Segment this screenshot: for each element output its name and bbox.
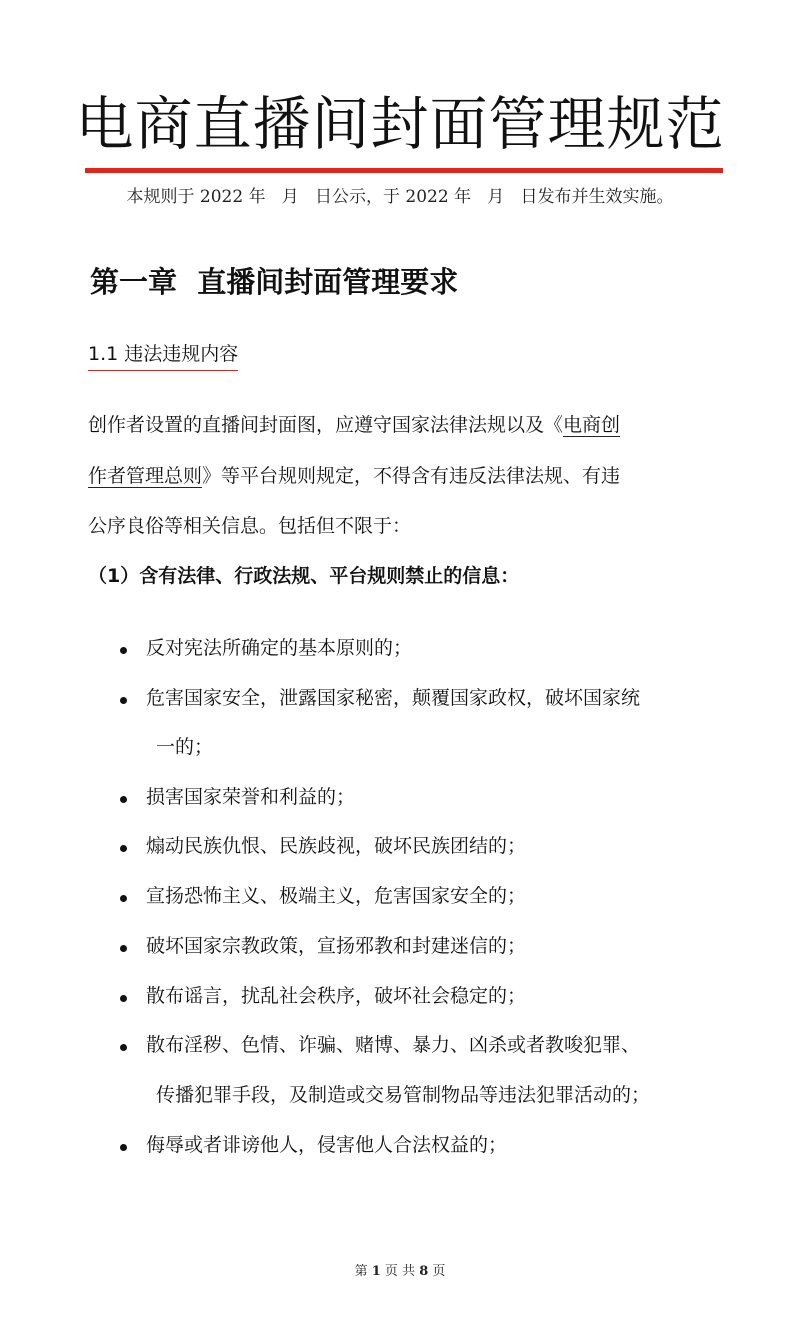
section-heading: 1.1 违法违规内容 [88,339,238,371]
list-item-text: 宣扬恐怖主义、极端主义，危害国家安全的； [146,885,527,907]
bullet-icon [120,995,127,1002]
footer-suffix: 页 [432,1264,446,1279]
bullet-icon [120,945,127,952]
bullet-icon [120,895,127,902]
list-item-text: 破坏国家宗教政策，宣扬邪教和封建迷信的； [146,935,527,957]
intro-line-1 [88,410,718,440]
list-item-text: 反对宪法所确定的基本原则的； [146,637,413,659]
list-item-text: 损害国家荣誉和利益的； [146,786,356,808]
list-item-text: 传播犯罪手段，及制造或交易管制物品等违法犯罪活动的； [156,1084,651,1106]
list-item-text: 散布淫秽、色情、诈骗、赌博、暴力、凶杀或者教唆犯罪、 [146,1034,641,1056]
page-footer [0,1262,800,1282]
footer-prefix: 第 [354,1264,368,1279]
current-page-number: 1 [371,1264,381,1279]
general-rules-link-cont[interactable]: 作者管理总则 [88,465,203,487]
list-item-text: 侮辱或者诽谤他人，侵害他人合法权益的； [146,1134,508,1156]
bullet-icon [120,845,127,852]
bullet-icon [120,1044,127,1051]
chapter-heading: 第一章 直播间封面管理要求 [90,265,459,299]
list-item-text: 危害国家安全，泄露国家秘密，颠覆国家政权，破坏国家统 [146,687,641,709]
bullet-icon [120,697,127,704]
title-underline [85,168,723,173]
bullet-icon [120,1144,127,1151]
intro-line-3: 公序良俗等相关信息。包括但不限于： [88,515,412,537]
list-item-text: 煽动民族仇恨、民族歧视，破坏民族团结的； [146,835,527,857]
publication-notice: 本规则于 2022 年 月 日公示，于 2022 年 月 日发布并生效实施。 [126,187,674,207]
document-title: 电商直播间封面管理规范 [75,90,725,158]
subheading-prohibited-info: （1）含有法律、行政法规、平台规则禁止的信息： [88,565,520,587]
intro-text: 》等平台规则规定，不得含有违反法律法规、有违 [202,465,621,487]
list-item-text: 一的； [156,736,214,758]
list-item-text: 散布谣言，扰乱社会秩序，破坏社会稳定的； [146,985,527,1007]
total-page-count: 8 [419,1264,429,1279]
intro-text: 创作者设置的直播间封面图，应遵守国家法律法规以及《 [88,414,564,436]
bullet-icon [120,647,127,654]
footer-middle: 页 共 [384,1264,416,1279]
intro-line-2 [88,461,718,491]
general-rules-link[interactable]: 电商创 [563,414,621,436]
bullet-icon [120,796,127,803]
